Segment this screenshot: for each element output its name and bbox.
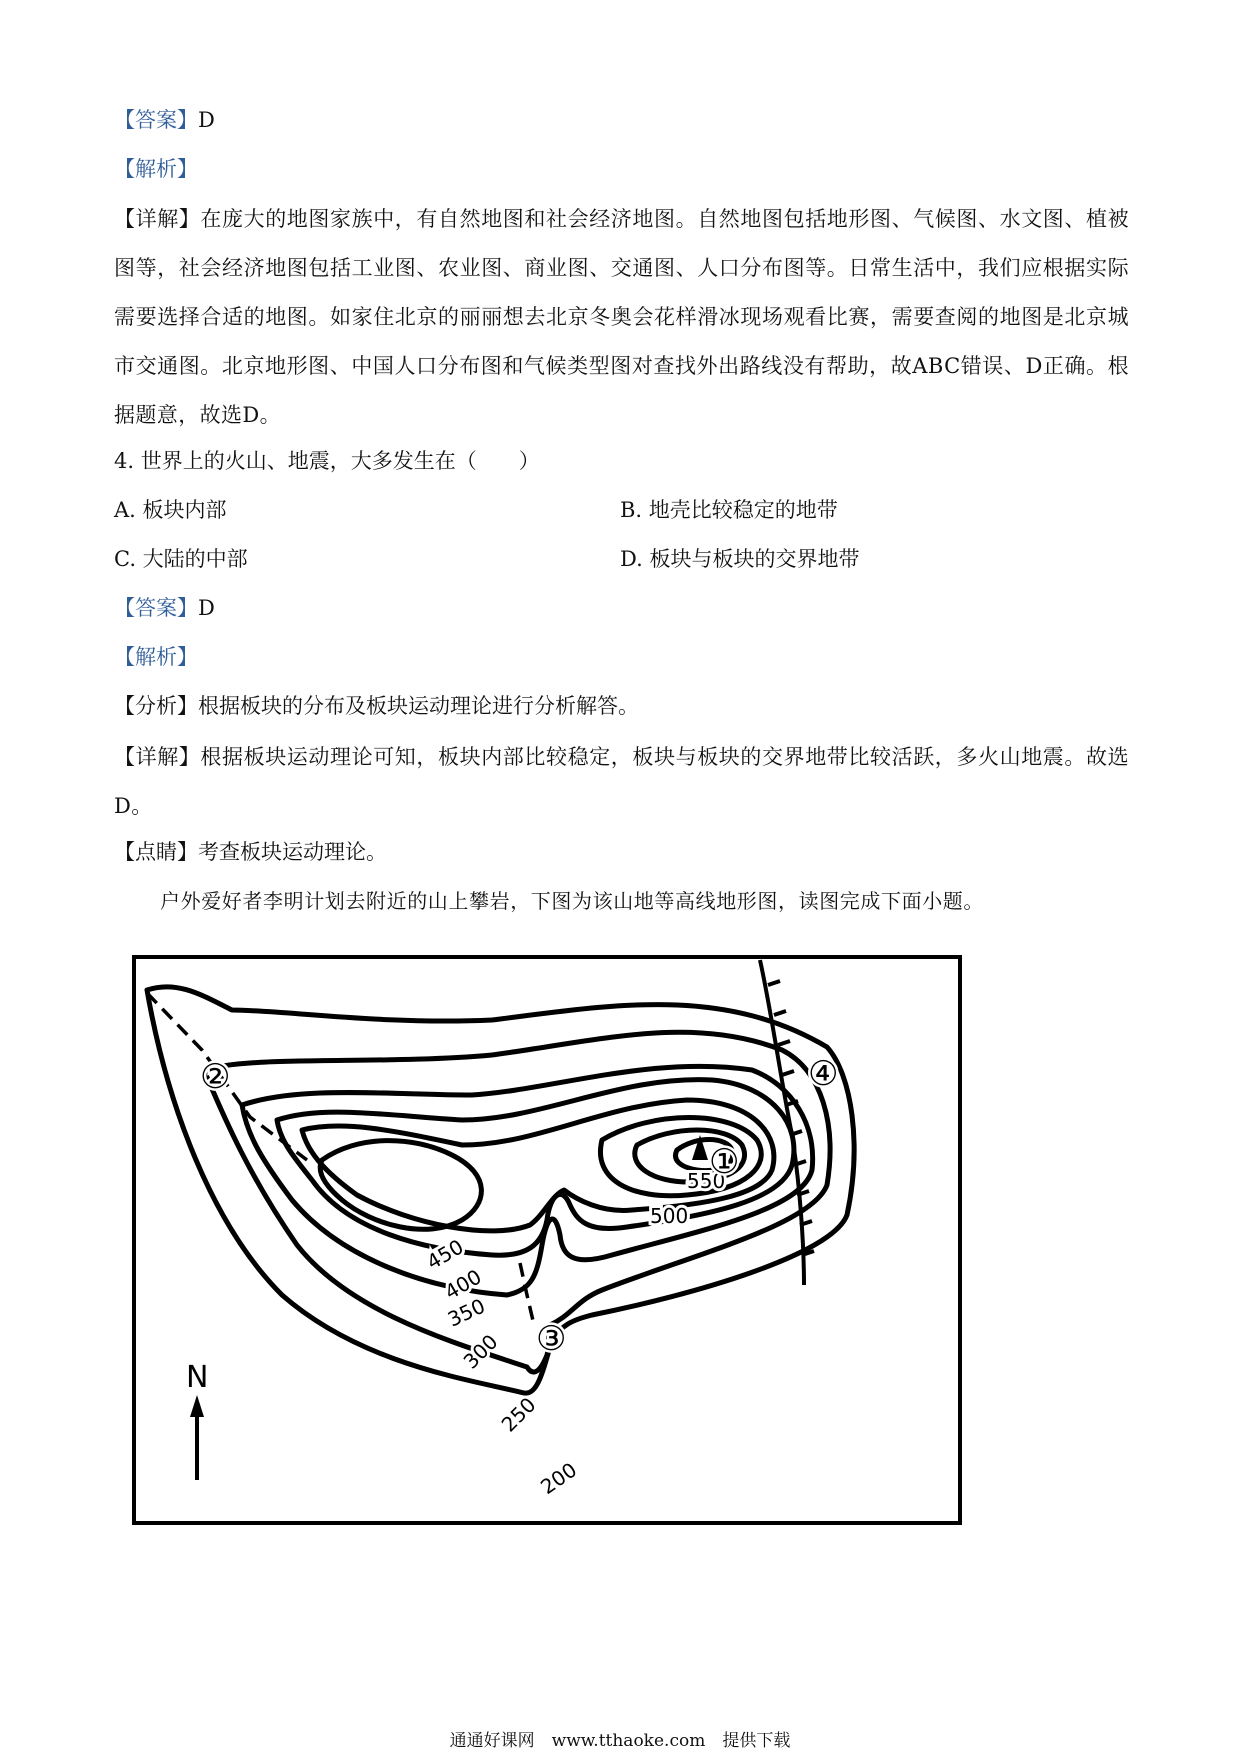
analysis-tag-q4: 【解析】 [114,645,198,669]
marker-4: ④ [808,1054,839,1094]
detail-paragraph-q4 [114,733,1129,831]
footer: 通通好课网 www.tthaoke.com 提供下载 [449,1731,791,1751]
analysis-tag: 【解析】 [114,157,198,181]
label-300: 300 [458,1329,503,1374]
option-d: D. 板块与板块的交界地带 [620,547,860,571]
detail-text: 在庞大的地图家族中，有自然地图和社会经济地图。自然地图包括地形图、气候图、水文图、植被图等，社会经济地图包括工业图、农业图、商业图、交通图、人口分布图等。日常生活中，我们应根据实际需要选择合适的地图。如家住北京的丽丽想去北京冬奥会花样滑冰现场观看比赛，需要查阅的地图是北京城市交通图。北京地形图、中国人口分布图和气候类型图对查找外出路线没有帮助，故ABC错误、D正确。根据题意，故选D。 [114,207,1129,427]
label-400: 400 [440,1264,486,1305]
marker-3: ③ [536,1319,567,1359]
question-4-stem: 4. 世界上的火山、地震，大多发生在（ ） [114,449,540,473]
map-intro: 户外爱好者李明计划去附近的山上攀岩，下图为该山地等高线地形图，读图完成下面小题。 [160,889,984,913]
fenxi-line [114,692,639,720]
label-500: 500 [650,1204,689,1228]
north-label: N [186,1360,209,1395]
fenxi-text: 根据板块的分布及板块运动理论进行分析解答。 [198,694,639,718]
marker-2: ② [200,1057,231,1097]
dianjing-text: 考查板块运动理论。 [198,840,387,864]
answer-value: D [198,108,215,132]
answer-value-q4: D [198,596,215,620]
answer-tag-q4: 【答案】D [114,596,215,620]
marker-1: ① [709,1142,740,1182]
detail-tag-q4: 【详解】 [114,745,201,769]
label-200: 200 [536,1457,582,1500]
label-350: 350 [443,1293,489,1332]
detail-paragraph [114,195,1129,440]
detail-tag: 【详解】 [114,207,201,231]
dianjing-line [114,838,387,866]
label-250: 250 [496,1392,541,1437]
label-550: 550 [687,1169,726,1193]
detail-text-q4: 根据板块运动理论可知，板块内部比较稳定，板块与板块的交界地带比较活跃，多火山地震。故选D。 [114,745,1129,818]
option-b: B. 地壳比较稳定的地带 [620,498,838,522]
map-border [134,957,960,1523]
option-c: C. 大陆的中部 [114,547,248,571]
fenxi-tag: 【分析】 [114,694,198,718]
answer-tag: 【答案】D [114,108,215,132]
option-a: A. 板块内部 [114,498,227,522]
dianjing-tag: 【点睛】 [114,840,198,864]
contour-map [132,955,962,1525]
label-450: 450 [422,1234,468,1275]
